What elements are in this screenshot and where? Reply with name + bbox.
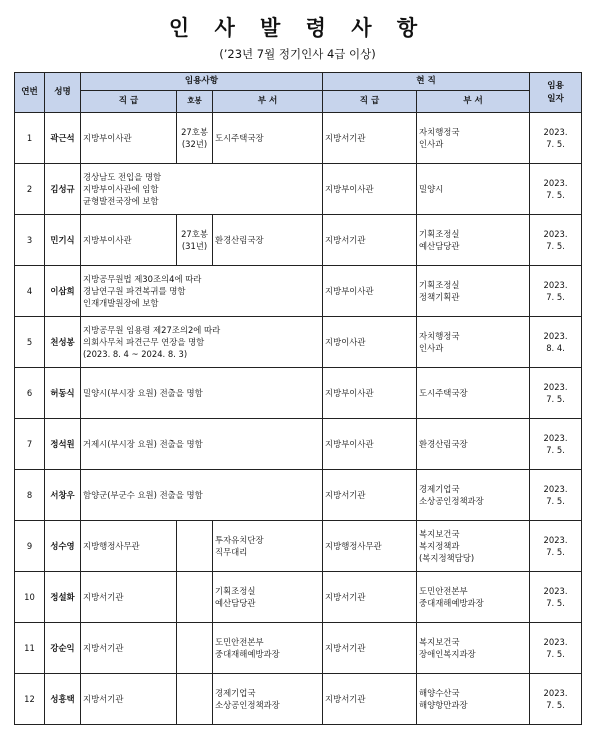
current-dept: 기획조정실 정책기획관 — [417, 266, 530, 317]
appointment-date: 2023. 7. 5. — [530, 113, 582, 164]
appointment-grade — [177, 572, 213, 623]
appointment-date: 2023. 8. 4. — [530, 317, 582, 368]
appointment-dept: 환경산림국장 — [213, 215, 323, 266]
appointment-grade: 27호봉 (32년) — [177, 113, 213, 164]
appointment-date: 2023. 7. 5. — [530, 164, 582, 215]
appointment-date: 2023. 7. 5. — [530, 215, 582, 266]
row-number: 8 — [15, 470, 45, 521]
appointment-date: 2023. 7. 5. — [530, 368, 582, 419]
person-name: 정석원 — [45, 419, 81, 470]
table-row — [15, 470, 582, 521]
appointment-description: 밀양시(부시장 요원) 전출을 명함 — [81, 368, 323, 419]
appointment-date: 2023. 7. 5. — [530, 266, 582, 317]
current-dept: 환경산림국장 — [417, 419, 530, 470]
current-rank: 지방서기관 — [323, 215, 417, 266]
table-row — [15, 164, 582, 215]
appointment-table — [14, 72, 582, 725]
current-rank: 지방부이사관 — [323, 164, 417, 215]
appointment-rank: 지방행정사무관 — [81, 521, 177, 572]
appointment-date: 2023. 7. 5. — [530, 674, 582, 725]
appointment-rank: 지방서기관 — [81, 674, 177, 725]
appointment-description: 지방공무원 임용령 제27조의2에 따라 의회사무처 파견근무 연장을 명함 (2023. 8. 4 ~ 2024. 8. 3) — [81, 317, 323, 368]
table-row — [15, 215, 582, 266]
appointment-dept: 도민안전본부 중대재해예방과장 — [213, 623, 323, 674]
appointment-grade — [177, 674, 213, 725]
appointment-description: 거제시(부시장 요원) 전출을 명함 — [81, 419, 323, 470]
header-current-rank: 직 급 — [323, 91, 417, 113]
current-rank: 지방부이사관 — [323, 266, 417, 317]
row-number: 11 — [15, 623, 45, 674]
appointment-grade — [177, 521, 213, 572]
current-rank: 지방서기관 — [323, 674, 417, 725]
header-date: 임용 일자 — [530, 73, 582, 113]
header-num: 연번 — [15, 73, 45, 113]
appointment-rank: 지방서기관 — [81, 572, 177, 623]
person-name: 허동식 — [45, 368, 81, 419]
header-grade: 호봉 — [177, 91, 213, 113]
row-number: 3 — [15, 215, 45, 266]
appointment-description: 경상남도 전입을 명함 지방부이사관에 임함 균형발전국장에 보함 — [81, 164, 323, 215]
row-number: 7 — [15, 419, 45, 470]
table-row — [15, 572, 582, 623]
person-name: 성흥택 — [45, 674, 81, 725]
appointment-dept: 투자유치단장 직무대리 — [213, 521, 323, 572]
appointment-rank: 지방부이사관 — [81, 215, 177, 266]
appointment-date: 2023. 7. 5. — [530, 521, 582, 572]
current-dept: 복지보건국 복지정책과 (복지정책담당) — [417, 521, 530, 572]
appointment-grade — [177, 623, 213, 674]
current-dept: 복지보건국 장애인복지과장 — [417, 623, 530, 674]
row-number: 4 — [15, 266, 45, 317]
header-appointment: 임용사항 — [81, 73, 323, 91]
current-dept: 자치행정국 인사과 — [417, 317, 530, 368]
table-row — [15, 419, 582, 470]
page-subtitle: (’23년 7월 정기인사 4급 이상) — [219, 47, 376, 61]
row-number: 1 — [15, 113, 45, 164]
current-rank: 지방서기관 — [323, 572, 417, 623]
header-current: 현 직 — [323, 73, 530, 91]
appointment-dept: 도시주택국장 — [213, 113, 323, 164]
header-rank: 직 급 — [81, 91, 177, 113]
appointment-date: 2023. 7. 5. — [530, 470, 582, 521]
row-number: 10 — [15, 572, 45, 623]
current-dept: 도민안전본부 중대재해예방과장 — [417, 572, 530, 623]
row-number: 12 — [15, 674, 45, 725]
current-dept: 경제기업국 소상공인정책과장 — [417, 470, 530, 521]
table-row — [15, 674, 582, 725]
current-rank: 지방서기관 — [323, 113, 417, 164]
person-name: 민기식 — [45, 215, 81, 266]
row-number: 5 — [15, 317, 45, 368]
appointment-rank: 지방부이사관 — [81, 113, 177, 164]
table-row — [15, 113, 582, 164]
current-dept: 해양수산국 해양항만과장 — [417, 674, 530, 725]
table-row — [15, 368, 582, 419]
header-name: 성명 — [45, 73, 81, 113]
person-name: 천성봉 — [45, 317, 81, 368]
person-name: 강순익 — [45, 623, 81, 674]
appointment-dept: 기획조정실 예산담당관 — [213, 572, 323, 623]
person-name: 성수영 — [45, 521, 81, 572]
table-row — [15, 521, 582, 572]
current-dept: 기획조정실 예산담당관 — [417, 215, 530, 266]
current-dept: 자치행정국 인사과 — [417, 113, 530, 164]
header-current-dept: 부 서 — [417, 91, 530, 113]
header-dept: 부 서 — [213, 91, 323, 113]
table-row — [15, 266, 582, 317]
table-row — [15, 317, 582, 368]
appointment-dept: 경제기업국 소상공인정책과장 — [213, 674, 323, 725]
current-rank: 지방서기관 — [323, 470, 417, 521]
table-row — [15, 623, 582, 674]
row-number: 9 — [15, 521, 45, 572]
row-number: 2 — [15, 164, 45, 215]
person-name: 이삼희 — [45, 266, 81, 317]
row-number: 6 — [15, 368, 45, 419]
current-rank: 지방부이사관 — [323, 368, 417, 419]
current-dept: 밀양시 — [417, 164, 530, 215]
appointment-date: 2023. 7. 5. — [530, 419, 582, 470]
appointment-description: 함양군(부군수 요원) 전출을 명함 — [81, 470, 323, 521]
page-title: 인 사 발 령 사 항 — [168, 16, 427, 40]
current-rank: 지방이사관 — [323, 317, 417, 368]
person-name: 곽근석 — [45, 113, 81, 164]
current-rank: 지방부이사관 — [323, 419, 417, 470]
current-rank: 지방서기관 — [323, 623, 417, 674]
person-name: 서창우 — [45, 470, 81, 521]
current-rank: 지방행정사무관 — [323, 521, 417, 572]
appointment-grade: 27호봉 (31년) — [177, 215, 213, 266]
appointment-rank: 지방서기관 — [81, 623, 177, 674]
appointment-date: 2023. 7. 5. — [530, 572, 582, 623]
person-name: 정설화 — [45, 572, 81, 623]
person-name: 김성규 — [45, 164, 81, 215]
appointment-date: 2023. 7. 5. — [530, 623, 582, 674]
appointment-description: 지방공무원법 제30조의4에 따라 경남연구원 파견복귀를 명함 인재개발원장에 보함 — [81, 266, 323, 317]
current-dept: 도시주택국장 — [417, 368, 530, 419]
